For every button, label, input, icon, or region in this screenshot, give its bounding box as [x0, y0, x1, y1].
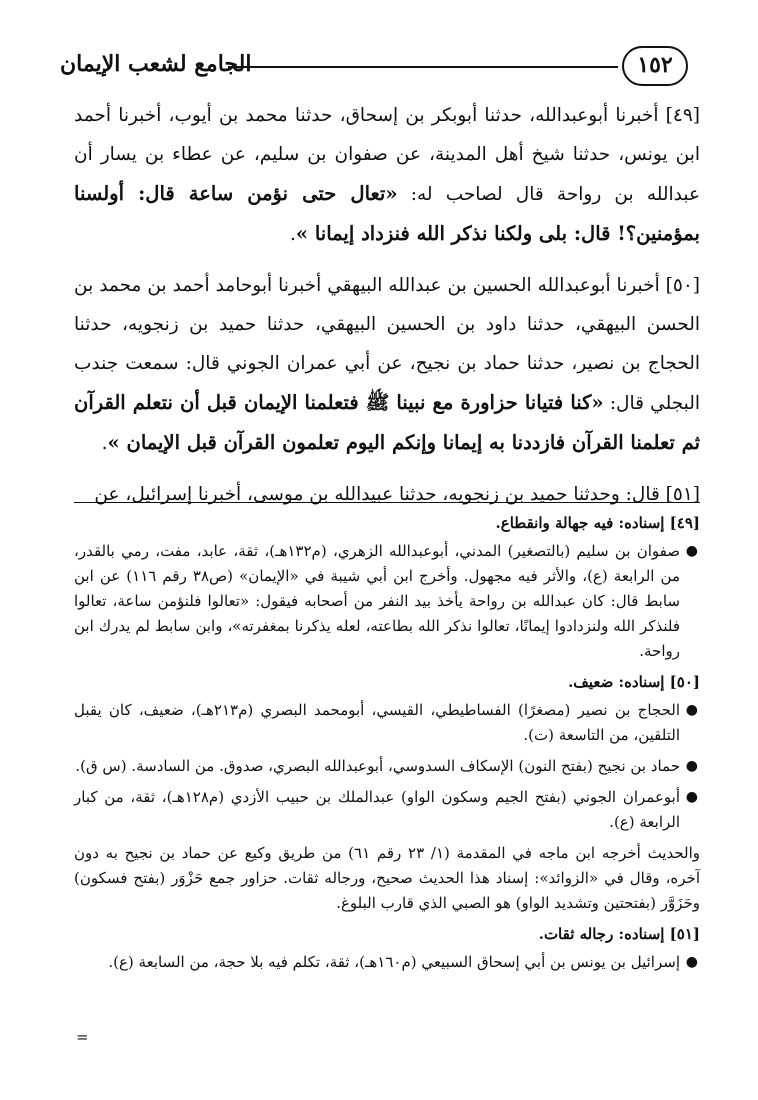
paragraph-50-chain: [٥٠] أخبرنا أبوعبدالله الحسين بن عبدالله البيهقي أخبرنا أبوحامد أحمد بن محمد بن الحسن البيهقي، حدثنا داود بن الحسين البيهقي، حدثنا حميد بن زنجويه، حدثنا الحجاج بن نصير، حدثنا حماد بن نجيح، عن أبي عمران الجوني قال: سمعت جندب البجلي قال:	[74, 275, 700, 414]
footnote-50-item-text: الحجاج بن نصير (مصغرًا) الفساطيطي، القيسي، أبومحمد البصري (م٢١٣هـ)، ضعيف، كان يقبل التلقين، من التاسعة (ت).	[74, 701, 680, 744]
bullet-icon: ●	[685, 789, 698, 805]
footnote-divider	[74, 502, 700, 503]
footnote-50-item	[74, 754, 700, 779]
footnote-49-heading: [٤٩] إسناده: فيه جهالة وانقطاع.	[495, 514, 700, 532]
footnote-50-list	[74, 698, 700, 835]
running-header	[60, 42, 700, 92]
paragraph-49: [٤٩] أخبرنا أبوعبدالله، حدثنا أبوبكر بن إسحاق، حدثنا محمد بن أيوب، أخبرنا أحمد ابن يونس، حدثنا شيخ أهل المدينة، عن صفوان بن سليم، عن عطاء بن يسار أن عبدالله بن رواحة قال لصاحب له: «تعال حتى نؤمن ساعة قال: أولسنا بمؤمنين؟! قال: بلى ولكنا نذكر الله فنزداد إيمانا ».	[74, 105, 700, 245]
continuation-mark: =	[76, 1028, 89, 1046]
footnotes	[74, 508, 700, 981]
footnote-50-heading: [٥٠] إسناده: ضعيف.	[568, 673, 700, 691]
paragraph-51: [٥١] قال: وحدثنا حميد بن زنجويه، حدثنا عبيدالله بن موسى، أخبرنا إسرائيل، عن	[94, 484, 700, 505]
footnote-50-item	[74, 785, 700, 835]
paragraph-49-quote: «تعال حتى نؤمن ساعة قال: أولسنا بمؤمنين؟! قال: بلى ولكنا نذكر الله فنزداد إيمانا »	[74, 182, 700, 245]
footnote-51-text: إسرائيل بن يونس بن أبي إسحاق السبيعي (م١٦٠هـ)، ثقة، تكلم فيه بلا حجة، من السابعة (ع).	[108, 953, 680, 971]
bullet-icon: ●	[685, 954, 698, 970]
header-rule	[228, 66, 618, 68]
footnote-50-item-text: أبوعمران الجوني (بفتح الجيم وسكون الواو) عبدالملك بن حبيب الأزدي (م١٢٨هـ)، ثقة، من كبار الرابعة (ع).	[74, 788, 680, 831]
bullet-icon: ●	[685, 758, 698, 774]
bullet-icon: ●	[685, 702, 698, 718]
book-title: الجامع لشعب الإيمان	[60, 51, 252, 77]
footnote-49-item	[74, 539, 700, 664]
footnote-50-item-text: حماد بن نجيح (بفتح النون) الإسكاف السدوسي، أبوعبدالله البصري، صدوق. من السادسة. (س ق).	[75, 757, 680, 775]
footnote-51-item	[74, 950, 700, 975]
footnote-50-item	[74, 698, 700, 748]
footnote-49-text: صفوان بن سليم (بالتصغير) المدني، أبوعبدالله الزهري، (م١٣٢هـ)، ثقة، عابد، مفت، رمي بالقدر، من الرابعة (ع)، والأثر فيه مجهول. وأخرج ابن أبي شيبة في «الإيمان» (ص٣٨ رقم ١١٦) عن ابن سابط قال: كان عبدالله بن رواحة يأخذ بيد النفر من أصحابه فيقول: «تعالوا فلنؤمن ساعة، تعالوا فلنذكر الله ولنزدادوا إيمانًا، تعالوا نذكر الله بطاعته، لعله يذكرنا بمغفرته»، وابن سابط لم يدرك ابن رواحة.	[74, 542, 681, 660]
paragraph-50-quote: «كنا فتيانا حزاورة مع نبينا ﷺ فتعلمنا الإيمان قبل أن نتعلم القرآن ثم تعلمنا القرآن فازددنا به إيمانا وإنكم اليوم تعلمون القرآن قبل الإيمان »	[74, 391, 700, 454]
paragraph-49-chain: [٤٩] أخبرنا أبوعبدالله، حدثنا أبوبكر بن إسحاق، حدثنا محمد بن أيوب، أخبرنا أحمد ابن يونس، حدثنا شيخ أهل المدينة، عن صفوان بن سليم، عن عطاء بن يسار أن عبدالله بن رواحة قال لصاحب له:	[74, 105, 700, 205]
main-text	[74, 96, 700, 526]
footnote-50-commentary: والحديث أخرجه ابن ماجه في المقدمة (١/ ٢٣ رقم ٦١) من طريق وكيع عن حماد بن نجيح به دون آخره، وقال في «الزوائد»: إسناد هذا الحديث صحيح، ورجاله ثقات. حزاور جمع حَزْوَر (بفتح فسكون) وحَزَوَّر (بفتحتين وتشديد الواو) هو الصبي الذي قارب البلوغ.	[74, 844, 701, 912]
footnote-51-heading: [٥١] إسناده: رجاله ثقات.	[538, 925, 700, 943]
footnote-49-list	[74, 539, 700, 664]
page-number: ١٥٢	[622, 46, 688, 86]
footnote-51-list	[74, 950, 700, 975]
bullet-icon: ●	[685, 543, 698, 559]
paragraph-50: [٥٠] أخبرنا أبوعبدالله الحسين بن عبدالله البيهقي أخبرنا أبوحامد أحمد بن محمد بن الحسن البيهقي، حدثنا داود بن الحسين البيهقي، حدثنا حميد بن زنجويه، حدثنا الحجاج بن نصير، حدثنا حماد بن نجيح، عن أبي عمران الجوني قال: سمعت جندب البجلي قال: «كنا فتيانا حزاورة مع نبينا ﷺ فتعلمنا الإيمان قبل أن نتعلم القرآن ثم تعلمنا القرآن فازددنا به إيمانا وإنكم اليوم تعلمون القرآن قبل الإيمان ».	[74, 275, 700, 454]
